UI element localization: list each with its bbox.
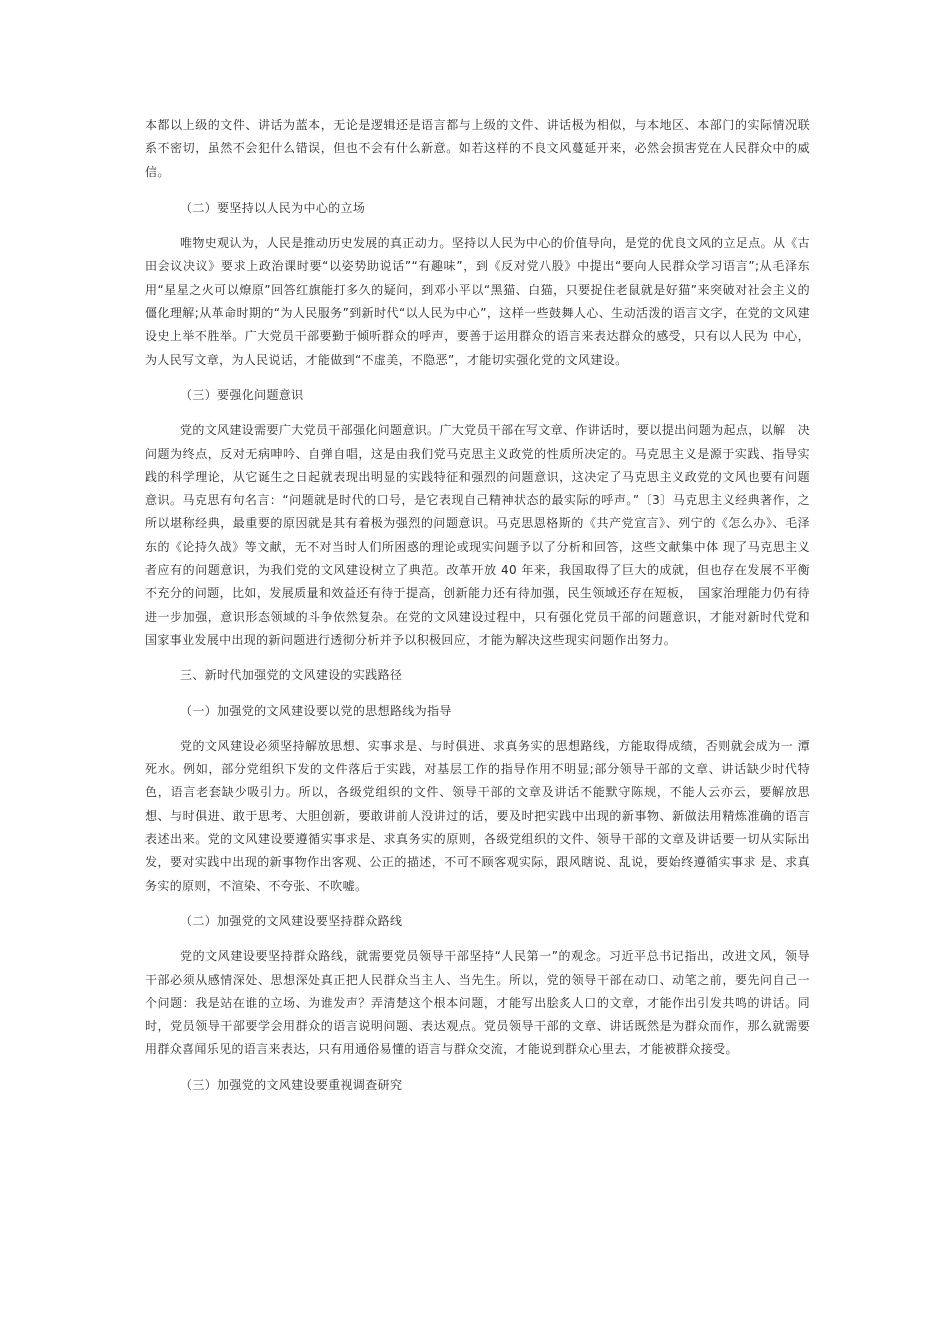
section-heading-people-centered: （二）要坚持以人民为中心的立场 [180,200,366,215]
document-body [145,114,810,1109]
paragraph-continuation: 本都以上级的文件、讲话为蓝本，无论是逻辑还是语言都与上级的文件、讲话极为相似，与本地区、本部门的实际情况联系不密切，虽然不会犯什么错误，但也不会有什么新意。如若这样的不良文风蔓延开来，必然会损害党在人民群众中的威信。 [145,118,810,179]
paragraph-mass-line: 党的文风建设要坚持群众路线，就需要党员领导干部坚持“人民第一”的观念。习近平总书记指出，改进文风，领导干部必须从感情深处、思想深处真正把人民群众当主人、当先生。所以，党的领导干部在动口、动笔之前，要先问自己一个问题：我是站在谁的立场、为谁发声？弄清楚这个根本问题，才能写出脍炙人口的文章，才能作出引发共鸣的讲话。同时，党员领导干部要学会用群众的语言说明问题、表达观点。党员领导干部的文章、讲话既然是为群众而作，那么就需要用群众喜闻乐见的语言来表达，只有用通俗易懂的语言与群众交流，才能说到群众心里去，才能被群众接受。 [145,949,810,1057]
paragraph-problem-awareness: 党的文风建设需要广大党员干部强化问题意识。广大党员干部在写文章、作讲话时，要以提出问题为起点，以解 决问题为终点，反对无病呻吟、自弹自唱，这是由我们党马克思主义政党的性质所决定的。马克思主义是源于实践、指导实践的科学理论，从它诞生之日起就表现出明显的实践特征和强烈的问题意识，这决定了马克思主义政党的文风也要有问题意识。马克思有句名言：“问题就是时代的口号，是它表现自己精神状态的最实际的呼声。”〔3〕马克思主义经典著作，之所以堪称经典，最重要的原因就是其有着极为强烈的问题意识。马克思恩格斯的《共产党宣言》、列宁的《怎么办》、毛泽东的《论持久战》等文献，无不对当时人们所困惑的理论或现实问题予以了分析和回答，这些文献集中体 现了马克思主义者应有的问题意识，为我们党的文风建设树立了典范。改革开放 40 年来，我国取得了巨大的成就，但也存在发展不平衡不充分的问题，比如，发展质量和效益还有待于提高，创新能力还有待加强，民生领域还存在短板， 国家治理能力仍有待进一步加强，意识形态领域的斗争依然复杂。在党的文风建设过程中，只有强化党员干部的问题意识，才能对新时代党和国家事业发展中出现的新问题进行透彻分析并予以积极回应，才能为解决这些现实问题作出努力。 [145,423,811,647]
section-heading-problem-awareness: （三）要强化问题意识 [180,387,304,402]
section-heading-mass-line: （二）加强党的文风建设要坚持群众路线 [180,913,403,928]
chapter-heading-practice-paths: 三、新时代加强党的文风建设的实践路径 [180,668,403,683]
paragraph-people-centered: 唯物史观认为，人民是推动历史发展的真正动力。坚持以人民为中心的价值导向，是党的优良文风的立足点。从《古田会议决议》要求上政治课时要“以姿势助说话”“有趣味”，到《反对党八股》中提出“要向人民群众学习语言”;从毛泽东用“星星之火可以燎原”回答红旗能打多久的疑问，到邓小平以“黑猫、白猫，只要捉住老鼠就是好猫”来突破对社会主义的僵化理解;从革命时期的“为人民服务”到新时代“以人民为中心”，这样一些鼓舞人心、生动活泼的语言文字，在党的文风建设史上举不胜举。广大党员干部要勤于倾听群众的呼声，要善于运用群众的语言来表达群众的感受，只有以人民为 中心，为人民写文章，为人民说话，才能做到“不虚美，不隐恶”，才能切实强化党的文风建设。 [145,236,810,367]
section-heading-investigation: （三）加强党的文风建设要重视调查研究 [180,1077,403,1092]
section-heading-ideological-line: （一）加强党的文风建设要以党的思想路线为指导 [180,703,452,718]
paragraph-ideological-line: 党的文风建设必须坚持解放思想、实事求是、与时俱进、求真务实的思想路线，方能取得成绩，否则就会成为一 潭死水。例如，部分党组织下发的文件落后于实践，对基层工作的指导作用不明显;部分领导干部的文章、讲话缺少时代特色，语言老套缺少吸引力。所以，各级党组织的文件、领导干部的文章及讲话不能默守陈规，不能人云亦云，要解放思想、与时俱进、敢于思考、大胆创新，要敢讲前人没讲过的话，要及时把实践中出现的新事物、新做法用精炼准确的语言表述出来。党的文风建设要遵循实事求是、求真务实的原则，各级党组织的文件、领导干部的文章及讲话要一切从实际出发，要对实践中出现的新事物作出客观、公正的描述，不可不顾客观实际，跟风瞎说、乱说，要始终遵循实事求 是、求真务实的原则，不渲染、不夸张、不吹嘘。 [145,738,810,893]
